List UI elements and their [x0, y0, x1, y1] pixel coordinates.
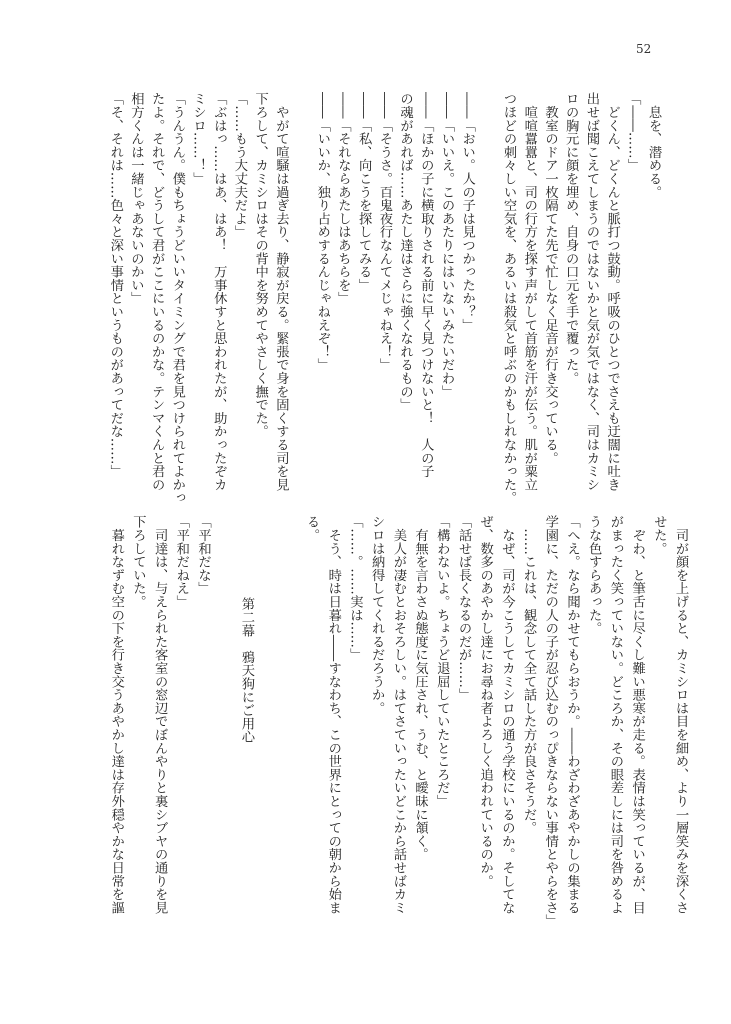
text-line: 出せば聞こえてしまうのではないかと気が気ではなく、司はカミシ — [583, 92, 599, 491]
text-line: 「うんうん。僕もちょうどいいタイミングで君を見つけられてよかっ — [169, 92, 185, 505]
text-block-bottom — [105, 515, 691, 928]
text-line: 暮れなずむ空の下を行き交うあやかし達は存外穏やかな日常を謳 — [108, 515, 124, 914]
text-line: ミシロ……！」 — [190, 92, 206, 186]
text-line: 「――……」 — [625, 92, 641, 172]
text-line: 喧喧囂囂と、司の行方を探す声がして首筋を汗が伝う。肌が粟立 — [521, 92, 537, 491]
text-line: 司達は、与えられた客室の窓辺でぼんやりと裏シブヤの通りを見 — [152, 515, 168, 914]
text-line: 「……。……実は……」 — [347, 515, 363, 662]
text-line: 司が顔を上げると、カミシロは目を細め、より一層笑みを深くさ — [673, 515, 688, 914]
blank-line — [279, 515, 301, 915]
text-line: ――「そうさ。百鬼夜行なんてメじゃねえ！」 — [376, 92, 392, 372]
text-line: ――「おい。人の子は見つかったか？」 — [459, 92, 475, 332]
text-line: 相方くんは一緒じゃあないのかい」 — [128, 92, 144, 305]
text-line: ――「ほかの子に横取りされる前に早く見つけないと！ 人の子 — [418, 92, 434, 478]
text-line: 下ろしていた。 — [130, 515, 146, 609]
text-line: ――「それならあたしはあちらを」 — [335, 92, 351, 305]
text-line: ロの胸元に顔を埋め、自身の口元を手で覆った。 — [563, 92, 579, 385]
text-line: うな色すらあった。 — [586, 515, 602, 635]
blank-line — [477, 92, 498, 492]
text-line: 「構わないよ。ちょうど退屈していたところだ」 — [434, 515, 450, 808]
blank-line — [290, 92, 311, 492]
text-line: せた。 — [651, 515, 667, 555]
text-line: 「そ、それは……色々と深い事情というものがあってだな……」 — [107, 92, 123, 478]
text-line: 教室のドア一枚隔てた先で忙しなく足音が行き交っている。 — [542, 92, 558, 465]
text-line: の魂があれば……あたし達はさらに強くなれるもの」 — [397, 92, 413, 412]
text-line: 「平和だな」 — [195, 515, 211, 595]
chapter-title: 第二幕 鴉天狗にご用心 — [238, 597, 254, 744]
text-line: がまったく笑っていない。どころか、その眼差しには司を咎めるよ — [607, 515, 623, 914]
blank-line — [214, 515, 236, 915]
text-line: シロは納得してくれるだろうか。 — [369, 515, 385, 715]
text-line: ――「いいえ。このあたりにはいないみたいだわ」 — [438, 92, 454, 398]
text-line: たよ。それで、どうして君がここにいるのかな。テンマくんと君の — [149, 92, 165, 491]
text-block-top — [104, 92, 663, 505]
text-line: 「へえ。なら聞かせてもらおうか。――わざわざあやかしの集まる — [564, 515, 580, 914]
text-line: そう、時は日暮れ――すなわち、この世界にとっての朝から始ま — [325, 515, 341, 914]
text-line: ――「私、向こうを探してみる」 — [356, 92, 372, 292]
page-number: 52 — [636, 42, 652, 56]
text-line: 美人が凄むとおそろしい。はてさていったいどこから話せばカミ — [390, 515, 406, 914]
text-line: ……これは、観念して全て話した方が良さそうだ。 — [521, 515, 537, 835]
text-line: 息を、潜める。 — [646, 92, 661, 199]
text-line: 「話せば長くなるのだが……」 — [455, 515, 471, 702]
text-line: 「……もう大丈夫だよ」 — [231, 92, 247, 239]
text-line: る。 — [304, 515, 320, 542]
text-line: やがて喧騒は過ぎ去り、静寂が戻る。緊張で身を固くする司を見 — [273, 92, 289, 491]
text-line: 下ろして、カミシロはその背中を努めてやさしく撫でた。 — [252, 92, 268, 438]
text-line: 学園に、ただの人の子が忍び込むのっぴきならない事情とやらをさ」 — [542, 515, 558, 928]
text-line: ぜ、数多のあやかし達にお尋ね者よろしく追われているのか。 — [477, 515, 493, 888]
text-line: ぞわ、と筆舌に尽くし難い悪寒が走る。表情は笑っているが、目 — [629, 515, 645, 914]
text-line: 「ぶはっ……はあ、はあ！ 万事休すと思われたが、助かったぞカ — [211, 92, 227, 491]
text-line: 「平和だねえ」 — [173, 515, 189, 609]
text-line: 有無を言わさぬ態度に気圧され、うむ、と曖昧に頷く。 — [412, 515, 428, 861]
text-line: どくん、どくんと脈打つ鼓動。呼吸のひとつでさえも迂闊に吐き — [604, 92, 620, 491]
blank-line — [257, 515, 279, 915]
text-line: ――「いいか、独り占めするんじゃねえぞ！」 — [314, 92, 330, 372]
text-line: なぜ、司が今こうしてカミシロの通う学校にいるのか。そしてな — [499, 515, 515, 914]
text-line: つほどの刺々しい空気を、あるいは殺気と呼ぶのかもしれなかった。 — [501, 92, 517, 505]
